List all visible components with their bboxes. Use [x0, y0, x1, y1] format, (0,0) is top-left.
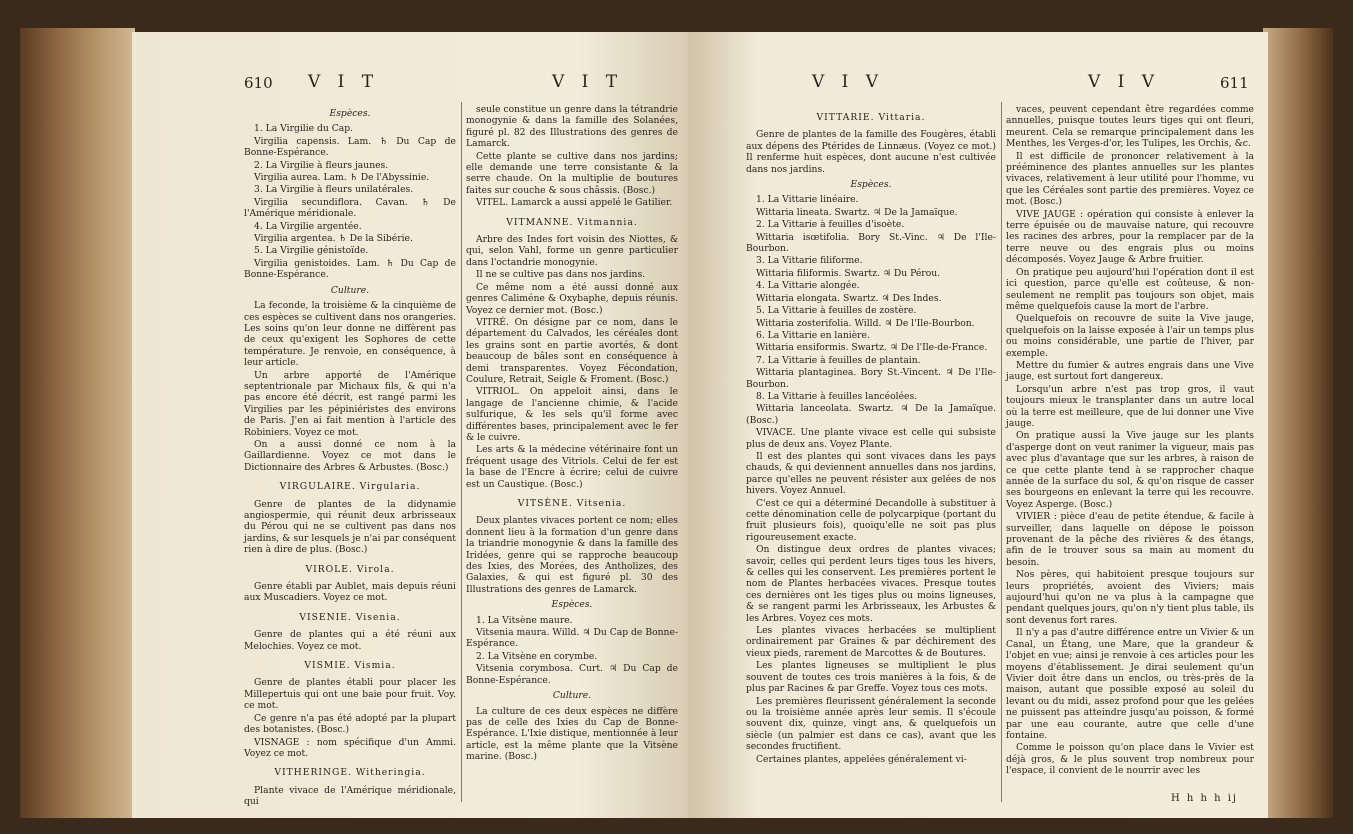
paragraph: Genre de plantes qui a été réuni aux Melochies. Voyez ce mot. — [244, 629, 456, 652]
paragraph: Il n'y a pas d'autre différence entre un Vivier & un Canal, un Étang, une Mare, que la grandeur & l'objet en vue; ainsi je renvoie à ces articles pour les moyens d'établissement. Je dirai seulement qu'un Vivier doit être dans un enclos, ou très-près de la maison, autant que possible exposé au soleil du levant ou du midi, assez profond pour que les gelées ne puissent pas atteindre jusqu'au poisson, & formé par une eau courante, autre que celle d'une fontaine. — [1006, 627, 1254, 741]
column-rule — [1001, 102, 1002, 802]
section-heading: Espèces. — [551, 599, 593, 611]
entry-heading: VITSÈNE. Vitsenia. — [517, 498, 627, 509]
paragraph: VITRÉ. On désigne par ce nom, dans le département du Calvados, les céréales dont les grains sont en partie avortés, & dont beaucoup de bâles sont en conséquence à demi transparentes. Voyez Fécondation, Coulure, Retrait, Seigle & Froment. (Bosc.) — [466, 316, 678, 385]
paragraph: Deux plantes vivaces portent ce nom; elles donnent lieu à la formation d'un genre dans la triandrie monogynie & dans la famille des Iridées, genre qui se rapproche beaucoup des Ixies, des Morées, des Antholizes, des Galaxies, & qui est figuré pl. 30 des Illustrations des genres de Lamarck. — [466, 515, 678, 595]
page-number: 611 — [1220, 74, 1249, 92]
entry-heading: VISMIE. Vismia. — [304, 660, 396, 672]
paragraph: 6. La Vittarie en lanière. — [756, 329, 870, 341]
paragraph: On pratique peu aujourd'hui l'opération dont il est ici question, parce qu'elle est coûteuse, & non-seulement ne remplit pas toujours son objet, mais même quelquefois cause la mort de l'arbre. — [1006, 266, 1254, 312]
paragraph: Genre de plantes de la famille des Fougères, établi aux dépens des Ptérides de Linnæus. (Voyez ce mot.) Il renferme huit espèces, dont aucune n'est cultivée dans nos jardins. — [746, 129, 996, 175]
paragraph: VIVE JAUGE : opération qui consiste à enlever la terre épuisée ou de mauvaise nature, qui recouvre les racines des arbres, pour la remplacer par de la terre neuve ou des engrais plus ou moins décomposés. Voyez Jauge & Arbre fruitier. — [1006, 208, 1254, 266]
book-spine — [20, 28, 135, 818]
paragraph: 3. La Vittarie filiforme. — [756, 255, 863, 267]
paragraph: 2. La Vitsène en corymbe. — [476, 650, 598, 662]
entry-heading: VISENIE. Visenia. — [299, 611, 401, 623]
section-heading: Espèces. — [850, 179, 892, 191]
book-spread — [20, 18, 1333, 824]
paragraph: Virgilia capensis. Lam. ♄ Du Cap de Bonne-Espérance. — [244, 135, 456, 159]
paragraph: Wittaria filiformis. Swartz. ♃ Du Pérou. — [756, 267, 941, 279]
paragraph: La feconde, la troisième & la cinquième de ces espèces se cultivent dans nos orangeries. Les soins qu'on leur donne ne diffèrent pas de ceux qu'exigent les Sophores de cette température. Je renvoie, en conséquence, à leur article. — [244, 300, 456, 369]
paragraph: On pratique aussi la Vive jauge sur les plants d'asperge dont on veut ranimer la vigueur, mais pas avec plus d'avantage que sur les arbres, à raison de ce que cette plante tend à se rapprocher chaque année de la surface du sol, & qu'on risque de casser ses bourgeons en enlevant la terre qui les recouvre. Voyez Asperge. (Bosc.) — [1006, 430, 1254, 510]
paragraph: La culture de ces deux espèces ne diffère pas de celle des Ixies du Cap de Bonne-Espérance. L'Ixie distique, mentionnée à leur article, est la même plante que la Vitsène marine. (Bosc.) — [466, 705, 678, 763]
paragraph: On a aussi donné ce nom à la Gaillardienne. Voyez ce mot dans le Dictionnaire des Arbres & Arbustes. (Bosc.) — [244, 438, 456, 473]
signature-mark: H h h h ij — [1170, 793, 1238, 804]
paragraph: Quelquefois on recouvre de suite la Vive jauge, quelquefois on la laisse exposée à l'air un temps plus ou moins considérable, une partie de l'hiver, par exemple. — [1006, 313, 1254, 359]
paragraph: Virgilia aurea. Lam. ♄ De l'Abyssinie. — [254, 172, 430, 184]
paragraph: Mettre du fumier & autres engrais dans une Vive jauge, est surtout fort dangereux. — [1006, 359, 1254, 383]
entry-heading: VITTARIE. Vittaria. — [816, 112, 926, 123]
text-column — [466, 104, 678, 764]
right-page — [688, 32, 1268, 818]
paragraph: 4. La Vittarie alongée. — [756, 280, 860, 292]
paragraph: Ce genre n'a pas été adopté par la plupart des botanistes. (Bosc.) — [244, 712, 456, 736]
paragraph: Plante vivace de l'Amérique méridionale, qui — [244, 784, 456, 808]
paragraph: 5. La Virgilie génistoïde. — [254, 245, 369, 257]
paragraph: 1. La Vittarie linéaire. — [756, 194, 859, 206]
running-header: V I V — [1088, 72, 1161, 92]
entry-heading: VIRGULAIRE. Virgularia. — [279, 481, 421, 493]
paragraph: Les plantes vivaces herbacées se multiplient ordinairement par Graines & par déchirement des vieux pieds, rarement de Marcottes & de Boutures. — [746, 625, 996, 659]
paragraph: Comme le poisson qu'on place dans le Vivier est déjà gros, & le plus souvent trop nombreux pour l'espace, il convient de le nourrir avec les — [1006, 742, 1254, 777]
paragraph: 8. La Vittarie à feuilles lancéolées. — [756, 390, 918, 402]
page-number: 610 — [244, 74, 273, 92]
entry-heading: VITHERINGE. Witheringia. — [274, 767, 426, 779]
paragraph: Lorsqu'un arbre n'est pas trop gros, il vaut toujours mieux le transplanter dans un autre local où la terre est meilleure, que de lui donner une Vive jauge. — [1006, 383, 1254, 429]
paragraph: Genre établi par Aublet, mais depuis réuni aux Muscadiers. Voyez ce mot. — [244, 581, 456, 604]
paragraph: Les arts & la médecine vétérinaire font un fréquent usage des Vitriols. Celui de fer est la base de l'Encre à écrire; celui de cuivre est un Caustique. (Bosc.) — [466, 444, 678, 490]
paragraph: Les plantes ligneuses se multiplient le plus souvent de toutes ces trois manières à la fois, & de plus par Racines & par Greffe. Voyez tous ces mots. — [746, 660, 996, 695]
paragraph: Wittaria ensiformis. Swartz. ♃ De l'Ile-de-France. — [756, 342, 988, 354]
paragraph: 4. La Virgilie argentée. — [254, 220, 362, 232]
paragraph: 3. La Virgilie à fleurs unilatérales. — [254, 184, 414, 196]
text-column — [244, 104, 456, 809]
paragraph: Virgilia argentea. ♄ De la Sibérie. — [254, 233, 413, 245]
paragraph: Genre de plantes établi pour placer les Millepertuis qui ont une baie pour fruit. Voy. ce mot. — [244, 677, 456, 712]
paragraph: Certaines plantes, appelées généralement vi- — [756, 753, 967, 765]
paragraph: Wittaria lanceolata. Swartz. ♃ De la Jamaïque. (Bosc.) — [746, 403, 996, 426]
paragraph: Wittaria elongata. Swartz. ♃ Des Indes. — [756, 292, 942, 304]
paragraph: 2. La Virgilie à fleurs jaunes. — [254, 159, 389, 171]
paragraph: 1. La Virgilie du Cap. — [254, 123, 354, 135]
paragraph: Cette plante se cultive dans nos jardins; elle demande une terre consistante & la serre chaude. On la multiplie de boutures faites sur couche & sous châssis. (Bosc.) — [466, 150, 678, 196]
left-page — [132, 32, 688, 818]
section-heading: Espèces. — [329, 108, 371, 119]
paragraph: 1. La Vitsène maure. — [476, 614, 573, 626]
book-edge — [1263, 28, 1333, 818]
entry-heading: VIROLE. Virola. — [305, 563, 395, 575]
paragraph: Il est des plantes qui sont vivaces dans les pays chauds, & qui deviennent annuelles dans nos jardins, parce qu'elles ne peuvent résister aux gelées de nos hivers. Voyez Annuel. — [746, 450, 996, 497]
section-heading: Culture. — [552, 690, 592, 702]
paragraph: VITEL. Lamarck a aussi appelé le Gatilier. — [476, 197, 673, 209]
paragraph: Vitsenia maura. Willd. ♃ Du Cap de Bonne-Espérance. — [466, 627, 678, 650]
paragraph: Genre de plantes de la didynamie angiospermie, qui réunit deux arbrisseaux du Pérou qui ne se cultivent pas dans nos jardins, & sur lesquels je n'ai par conséquent rien à dire de plus. (Bosc.) — [244, 498, 456, 556]
paragraph: seule constitue un genre dans la tétrandrie monogynie & dans la famille des Solanées, figuré pl. 82 des Illustrations des genres de Lamarck. — [466, 104, 678, 150]
paragraph: VISNAGE : nom spécifique d'un Ammi. Voyez ce mot. — [244, 736, 456, 759]
running-header: V I T — [552, 72, 624, 92]
paragraph: Arbre des Indes fort voisin des Niottes, & qui, selon Vahl, forme un genre particulier dans l'octandrie monogynie. — [466, 234, 678, 268]
paragraph: Il est difficile de prononcer relativement à la prééminence des plantes annuelles sur les plantes vivaces, relativement à leur utilité pour l'homme, vu que les Céréales sont partie des premières. Voyez ce mot. (Bosc.) — [1006, 150, 1254, 208]
paragraph: Virgilia secundiflora. Cavan. ♄ De l'Amérique méridionale. — [244, 196, 456, 220]
column-rule — [461, 102, 462, 802]
text-column — [746, 104, 996, 766]
paragraph: C'est ce qui a déterminé Decandolle à substituer à cette dénomination celle de polycarpique (portant du fruit plusieurs fois), quoiqu'elle ne soit pas plus rigoureusement exacte. — [746, 497, 996, 543]
entry-heading: VITMANNE. Vitmannia. — [506, 216, 638, 228]
paragraph: VITRIOL. On appeloit ainsi, dans le langage de l'ancienne chimie, & l'acide sulfurique, & les sels qu'il forme avec différentes bases, principalement avec le fer & le cuivre. — [466, 386, 678, 443]
paragraph: Wittaria zosterifolia. Willd. ♃ De l'Ile-Bourbon. — [756, 317, 975, 329]
section-heading: Culture. — [330, 284, 370, 296]
paragraph: 5. La Vittarie à feuilles de zostère. — [756, 305, 917, 317]
paragraph: Vitsenia corymbosa. Curt. ♃ Du Cap de Bonne-Espérance. — [466, 663, 678, 686]
text-column — [1006, 104, 1254, 778]
paragraph: On distingue deux ordres de plantes vivaces; savoir, celles qui perdent leurs tiges tous les hivers, & celles qui les conservent. Les premières portent le nom de Plantes herbacées vivaces. Presque toutes ces dernières ont les tiges plus ou moins ligneuses, & se rangent parmi les Arbrisseaux, les Arbustes & les Arbres. Voyez ces mots. — [746, 544, 996, 624]
paragraph: Wittaria isœtifolia. Bory St.-Vinc. ♃ De l'Ile-Bourbon. — [746, 231, 996, 255]
running-header: V I T — [308, 72, 380, 92]
paragraph: 2. La Vittarie à feuilles d'isoète. — [756, 219, 905, 231]
paragraph: Il ne se cultive pas dans nos jardins. — [476, 269, 646, 281]
running-header: V I V — [812, 72, 885, 92]
paragraph: Les premières fleurissent généralement la seconde ou la troisième année après leur semis. Il s'écoule souvent dix, quinze, vingt ans, & quelquefois un siècle (un palmier est dans ce cas), avant que les secondes fructifient. — [746, 695, 996, 753]
paragraph: Wittaria lineata. Swartz. ♃ De la Jamaïque. — [756, 206, 958, 218]
paragraph: 7. La Vittarie à feuilles de plantain. — [756, 354, 921, 366]
paragraph: Ce même nom a été aussi donné aux genres Caliméne & Oxybaphe, depuis réunis. Voyez ce dernier mot. (Bosc.) — [466, 281, 678, 316]
paragraph: Nos pères, qui habitoient presque toujours sur leurs propriétés, avoient des Viviers; mais aujourd'hui qu'on ne va plus à la campagne que pendant quelques jours, qu'on n'y tient plus table, ils sont devenus fort rares. — [1006, 569, 1254, 626]
paragraph: Wittaria plantaginea. Bory St.-Vincent. ♃ De l'Ile-Bourbon. — [746, 367, 996, 390]
paragraph: VIVACE. Une plante vivace est celle qui subsiste plus de deux ans. Voyez Plante. — [746, 427, 996, 450]
paragraph: Virgilia genistoides. Lam. ♄ Du Cap de Bonne-Espérance. — [244, 257, 456, 281]
paragraph: Un arbre apporté de l'Amérique septentrionale par Michaux fils, & qui n'a pas encore été décrit, est rangé parmi les Virgilies par les pépiniéristes des environs de Paris. J'en ai fait mention à l'article des Robiniers. Voyez ce mot. — [244, 369, 456, 438]
paragraph: vaces, peuvent cependant être regardées comme annuelles, puisque toutes leurs tiges qui ont fleuri, meurent. Cela se remarque principalement dans les Menthes, les Verges-d'or, les Tulipes, les Orchis, &c. — [1006, 104, 1254, 150]
paragraph: VIVIER : pièce d'eau de petite étendue, & facile à surveiller, dans laquelle on dépose le poisson provenant de la pêche des rivières & des étangs, afin de le trouver sous sa main au moment du besoin. — [1006, 511, 1254, 568]
